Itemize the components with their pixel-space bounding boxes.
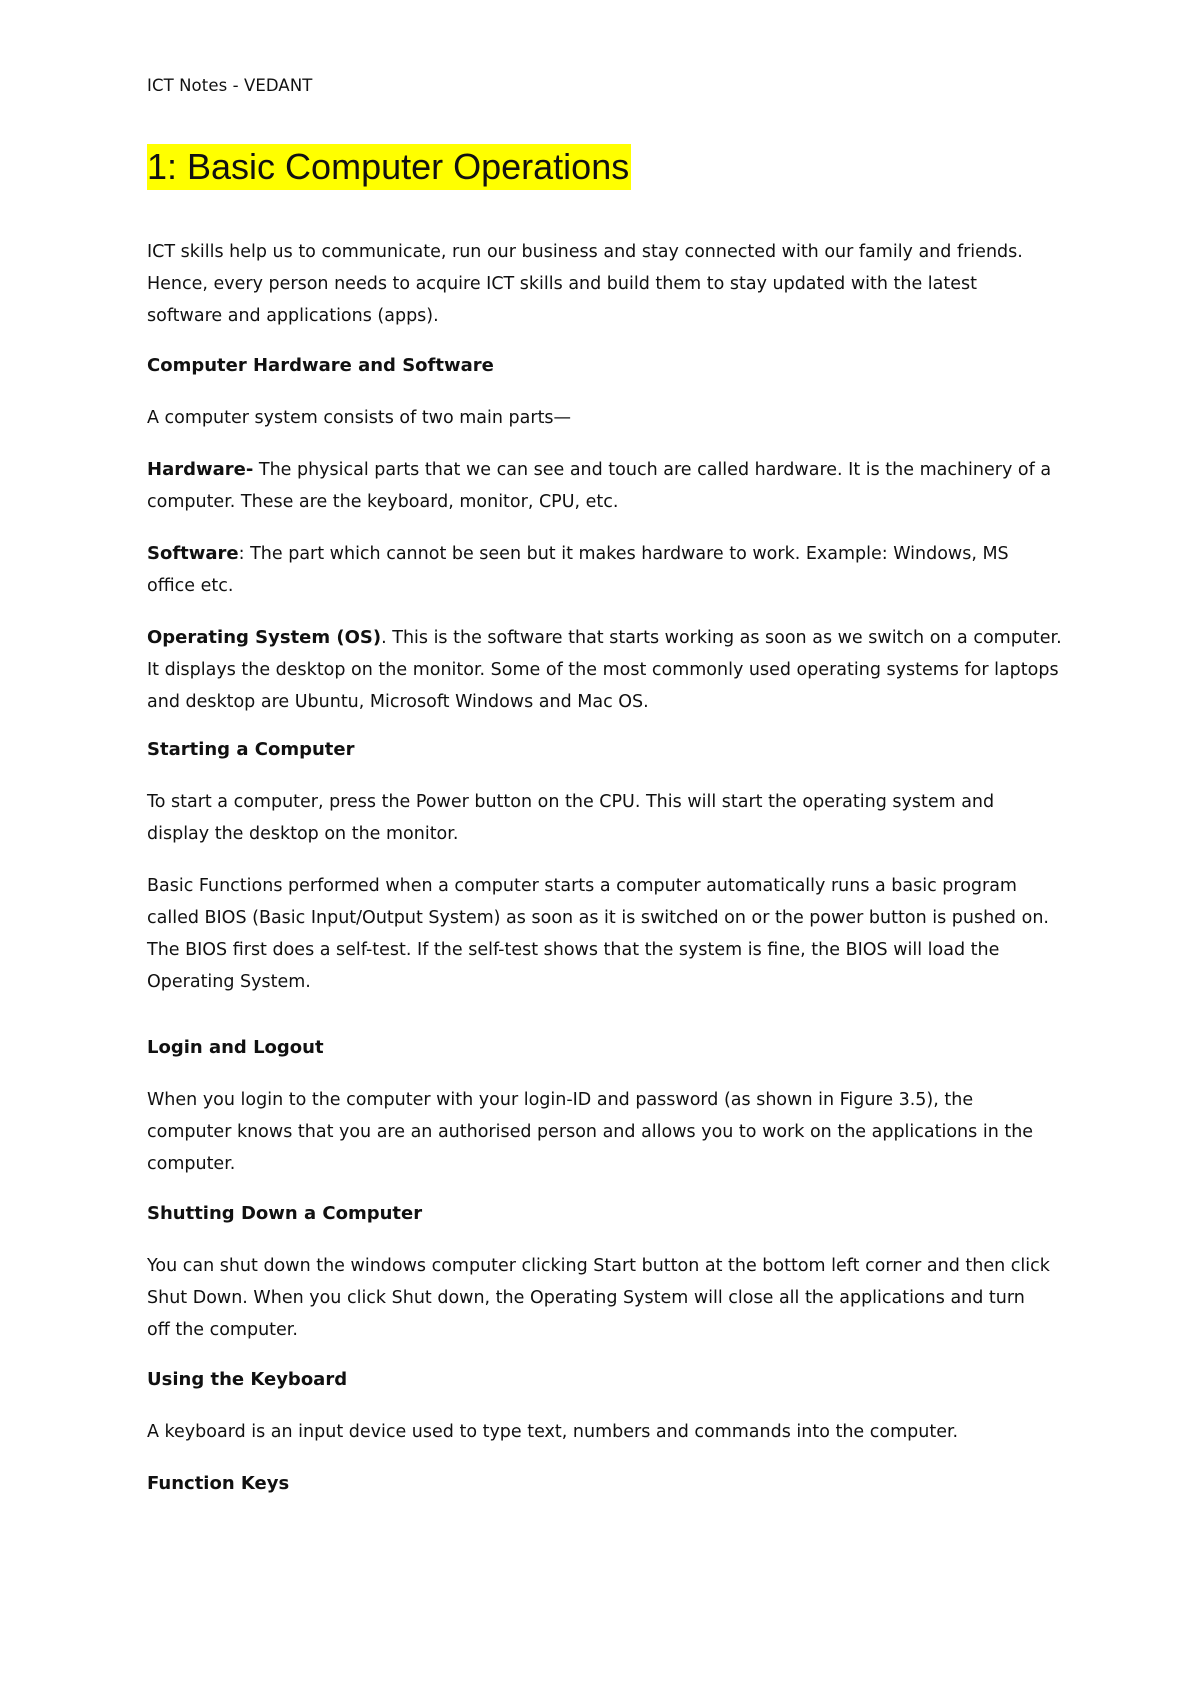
heading-shutting-down: Shutting Down a Computer xyxy=(147,1203,423,1224)
heading-function-keys: Function Keys xyxy=(147,1473,290,1494)
login-paragraph: When you login to the computer with your login-ID and password (as shown in Figure 3.5), the computer knows that you are an authorised person and allows you to work on the applications in the computer. xyxy=(147,1090,1034,1174)
software-term: Software xyxy=(147,543,239,564)
os-paragraph xyxy=(147,622,1067,718)
heading-hardware-software: Computer Hardware and Software xyxy=(147,355,494,376)
title-block xyxy=(147,144,631,190)
hardware-software-lead: A computer system consists of two main parts— xyxy=(147,408,572,428)
heading-starting-computer: Starting a Computer xyxy=(147,739,355,760)
heading-login-logout: Login and Logout xyxy=(147,1037,324,1058)
keyboard-paragraph: A keyboard is an input device used to type text, numbers and commands into the computer. xyxy=(147,1422,959,1442)
running-header: ICT Notes - VEDANT xyxy=(147,76,313,95)
os-text: . This is the software that starts working as soon as we switch on a computer. It displays the desktop on the monitor. Some of the most commonly used operating systems for laptops and desktop are Ubuntu, Microsoft Windows and Mac OS. xyxy=(147,628,1062,712)
software-text: : The part which cannot be seen but it makes hardware to work. Example: Windows, MS office etc. xyxy=(147,544,1009,596)
hardware-text: The physical parts that we can see and touch are called hardware. It is the machinery of a computer. These are the keyboard, monitor, CPU, etc. xyxy=(147,460,1052,512)
intro-paragraph: ICT skills help us to communicate, run our business and stay connected with our family and friends. Hence, every person needs to acquire ICT skills and build them to stay updated with the latest software and applications (apps). xyxy=(147,242,1023,326)
starting-paragraph-1: To start a computer, press the Power button on the CPU. This will start the operating system and display the desktop on the monitor. xyxy=(147,792,995,844)
heading-using-keyboard: Using the Keyboard xyxy=(147,1369,348,1390)
shutdown-paragraph: You can shut down the windows computer clicking Start button at the bottom left corner and then click Shut Down. When you click Shut down, the Operating System will close all the applications and turn off the computer. xyxy=(147,1256,1050,1340)
hardware-paragraph xyxy=(147,454,1062,518)
page-title: 1: Basic Computer Operations xyxy=(147,144,631,190)
hardware-term: Hardware- xyxy=(147,459,254,480)
software-paragraph xyxy=(147,538,1047,602)
os-term: Operating System (OS) xyxy=(147,627,382,648)
starting-paragraph-2: Basic Functions performed when a computer starts a computer automatically runs a basic program called BIOS (Basic Input/Output System) as soon as it is switched on or the power button is pushed on. The BIOS first does a self-test. If the self-test shows that the system is fine, the BIOS will load the Operating System. xyxy=(147,876,1049,992)
